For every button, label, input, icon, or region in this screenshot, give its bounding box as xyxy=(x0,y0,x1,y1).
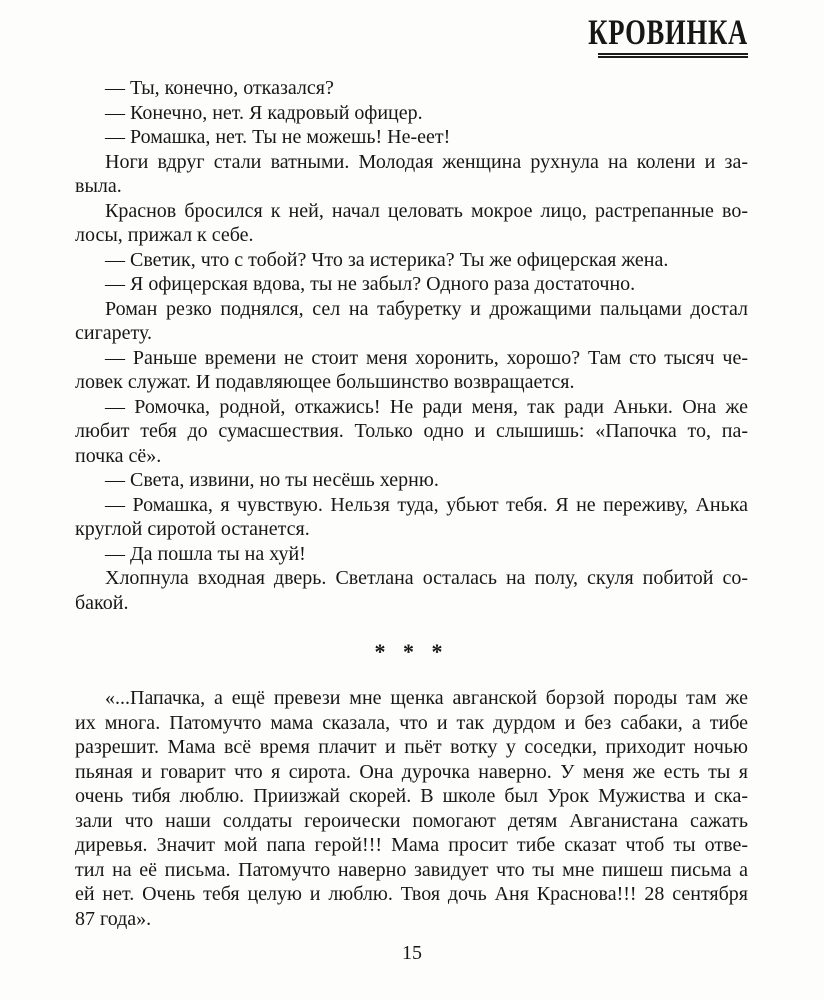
text-line: бакой. xyxy=(75,591,129,614)
text-line: — Ромашка, я чувствую. Нельзя туда, убьют тебя. Я не переживу, Анька xyxy=(105,493,748,516)
paragraph xyxy=(75,542,748,567)
paragraph xyxy=(75,395,748,469)
text-line: «...Папачка, а ещё превези мне щенка авганской борзой породы там же xyxy=(105,687,748,709)
text-line: сигарету. xyxy=(75,322,153,344)
text-line: пьяная и говарит что я сирота. Она дурочка наверно. У меня же есть ты я xyxy=(75,760,748,783)
text-line: выла. xyxy=(75,175,122,197)
text-line: тил на её письма. Патомучто наверно завидует что ты мне пишеш письма а xyxy=(75,858,748,881)
paragraph xyxy=(75,248,748,273)
page-number: 15 xyxy=(402,942,422,964)
text-line: круглой сиротой останется. xyxy=(75,518,310,540)
text-line: любит тебя до сумасшествия. Только одно и слышишь: «Папочка то, па- xyxy=(75,420,748,442)
text-line: — Света, извини, но ты несёшь херню. xyxy=(105,469,439,491)
text-line: — Светик, что с тобой? Что за истерика? Ты же офицерская жена. xyxy=(105,248,669,271)
paragraph xyxy=(75,125,748,150)
text-line: Хлопнула входная дверь. Светлана осталась на полу, скуля побитой со- xyxy=(105,567,748,589)
paragraph xyxy=(75,493,748,542)
section-separator: * * * xyxy=(374,639,449,664)
title-rule xyxy=(598,53,748,58)
text-line: Роман резко поднялся, сел на табуретку и дрожащими пальцами достал xyxy=(105,297,748,320)
letter-text xyxy=(75,686,748,931)
text-line: — Ты, конечно, отказался? xyxy=(105,77,334,99)
text-line: ей нет. Очень тебя целую и люблю. Твоя дочь Аня Краснова!!! 28 сентября xyxy=(75,883,748,905)
text-line: почка сё». xyxy=(75,444,162,467)
text-line: — Раньше времени не стоит меня хоронить, хорошо? Там сто тысяч че- xyxy=(105,346,748,369)
text-line: ловек служат. И подавляющее большинство возвращается. xyxy=(75,371,575,393)
text-line: диревья. Значит мой папа герой!!! Мама просит тибе сказат чтоб ты отве- xyxy=(75,834,748,856)
text-line: — Конечно, нет. Я кадровый офицер. xyxy=(105,101,423,124)
paragraph xyxy=(75,297,748,346)
text-line: Ноги вдруг стали ватными. Молодая женщина рухнула на колени и за- xyxy=(105,150,748,173)
text-line: разрешит. Мама всё время плачит и пьёт вотку у соседки, приходит ночью xyxy=(75,736,748,758)
text-line: — Ромочка, родной, откажись! Не ради меня, так ради Аньки. Она же xyxy=(105,395,748,418)
chapter-title: КРОВИНКА xyxy=(588,12,748,52)
paragraph xyxy=(75,150,748,199)
text-line: 87 года». xyxy=(75,907,152,930)
text-line: очень тибя люблю. Приизжай скорей. В школе был Урок Мужиства и ска- xyxy=(75,785,748,807)
paragraph xyxy=(75,566,748,615)
paragraph xyxy=(75,76,748,101)
paragraph xyxy=(75,101,748,126)
text-line: — Ромашка, нет. Ты не можешь! Не-еет! xyxy=(105,126,451,148)
paragraph xyxy=(75,199,748,248)
text-line: Краснов бросился к ней, начал целовать мокрое лицо, растрепанные во- xyxy=(105,199,748,222)
running-head xyxy=(532,14,748,58)
text-line: их многа. Патомучто мама сказала, что и так дурдом и без сабаки, а тибе xyxy=(75,711,748,734)
text-line: — Я офицерская вдова, ты не забыл? Одного раза достаточно. xyxy=(105,273,636,295)
paragraph xyxy=(75,346,748,395)
paragraph xyxy=(75,272,748,297)
text-line: — Да пошла ты на хуй! xyxy=(105,542,306,565)
text-line: зали что наши солдаты героически помогают детям Авганистана сажать xyxy=(75,809,748,832)
paragraph xyxy=(75,468,748,493)
story-text xyxy=(75,76,748,615)
text-line: лосы, прижал к себе. xyxy=(75,224,254,246)
paragraph xyxy=(75,686,748,931)
